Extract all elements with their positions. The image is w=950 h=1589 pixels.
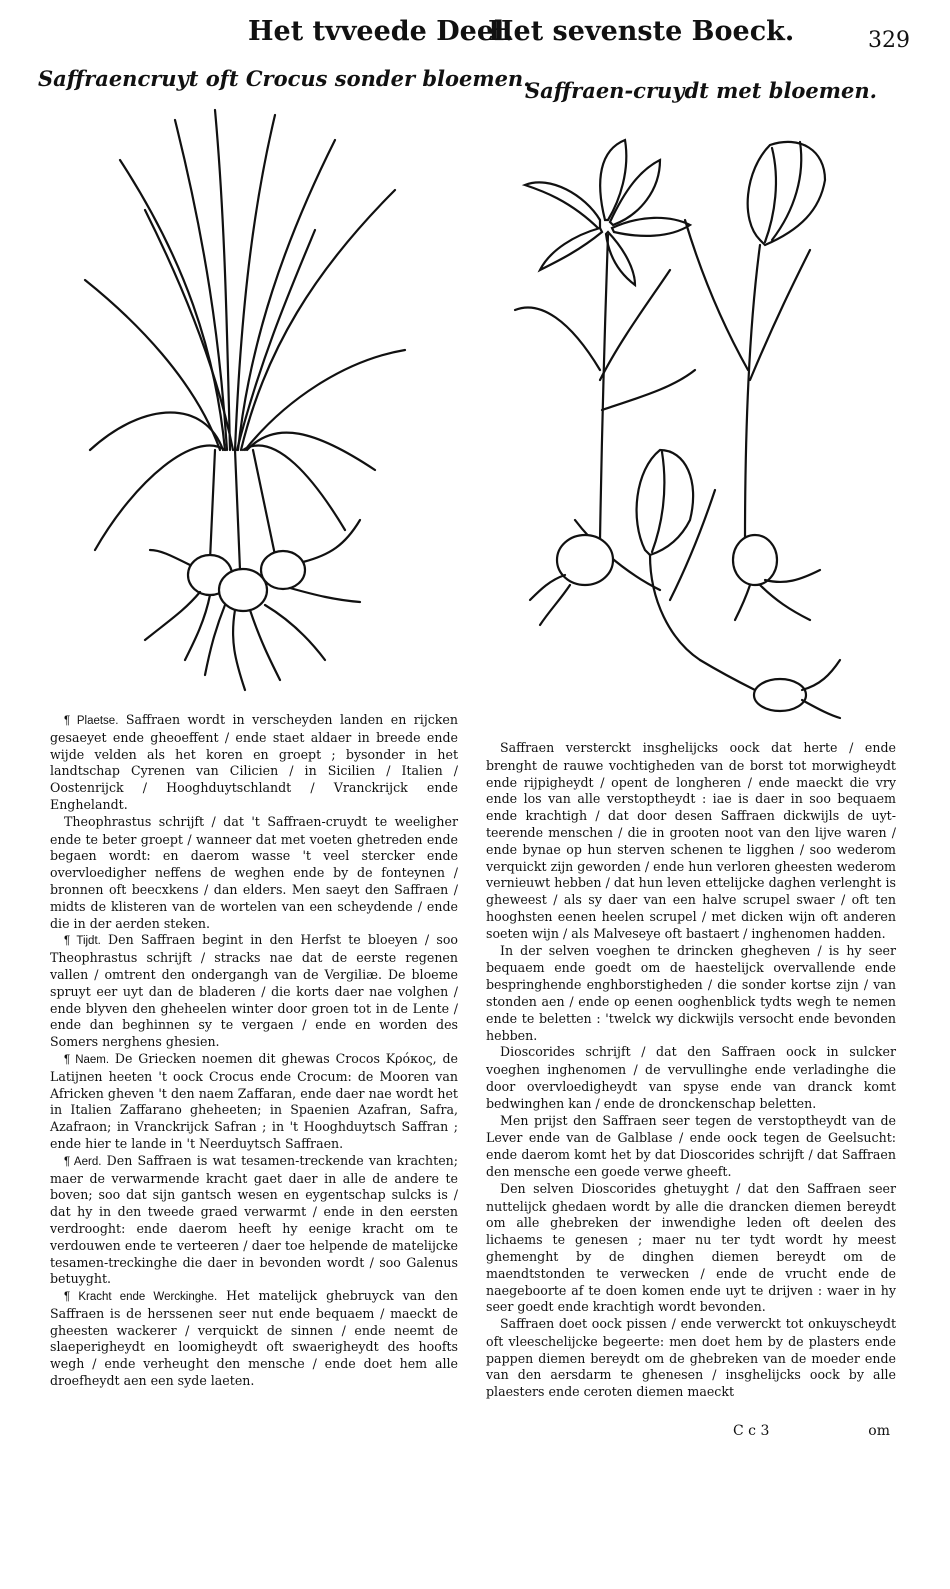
paragraph-plaetse (50, 712, 458, 814)
paragraph-pissen (486, 1316, 896, 1401)
section-label: ¶ Aerd. (64, 1155, 102, 1168)
section-label: ¶ Plaetse. (64, 715, 119, 727)
section-label: ¶ Kracht ende Werckinghe. (64, 1291, 218, 1304)
paragraph-text: Den Saffraen begint in den Herfst te bloeyen / soo Theophrastus schrijft / stracks nae dat de eerste regenen vallen / omtrent den ondergangh van de Vergiliæ. De bloeme spruyt eer uyt dan de bladeren / die korts daer nae volghen / ende blyven den gheheelen winter door groen tot in de Lente / ende dan beghinnen sy te vergaen / ende en worden des Somers nerghens ghesien. (50, 932, 458, 1050)
paragraph-text: Het matelijck ghebruyck van den Saffraen is de herssenen seer nut ende bequaem / maeckt de gheesten wackerer / verquickt de sinnen / ende neemt de slaeperigheydt en loomigheydt oft swaerigheydt des hoofts wegh / ende verheught den mensche / ende doet hem alle droefheydt aen een syde laeten. (50, 1288, 458, 1389)
paragraph-text: De Griecken noemen dit ghewas Crocos Κρόκος, de Latijnen heeten 't oock Crocus ende Crocum: de Mooren van Africken gheven 't den naem Zaffaran, ende daer nae wordt het in Italien Zaffarano gheheeten; in Spaenien Azafran, Safra, Azafraon; in Vranckrijck Safran ; in 't Hooghduytsch Saffran ; ende hier te lande in 't Neerduytsch Saffraen. (50, 1050, 458, 1151)
left-text-column (50, 712, 458, 1390)
paragraph-aerd (50, 1153, 458, 1288)
paragraph-text: Saffraen versterckt insghelijcks oock dat herte / ende brenght de rauwe vochtigheden van de borst tot morwigheydt ende rijpigheydt / opent de longheren / ende maeckt die vry ende los van alle verstoptheydt : iae is daer in soo bequaem ende krachtigh / dat door desen Saffraen dickwijls de uyt-teerende menschen / die in grooten noot van den lijve waren / ende bynae op hun sterven schenen te ligghen / soo wederom verquickt zijn geworden / ende hun verloren gheesten wederom vernieuwt hebben / dat hun leven ettelijcke daghen verlenght is gheweest / als sy daer van een halve scrupel swaer / oft ten hooghsten eenen heelen scrupel / met dicken wijn oft anderen soeten wijn / als Malveseye oft bastaert / inghenomen hadden. (486, 740, 896, 941)
paragraph-drincken (486, 943, 896, 1045)
paragraph-drancken (486, 1181, 896, 1316)
left-plant-title: Saffraencruyt oft Crocus sonder bloemen. (38, 66, 531, 91)
crocus-leaves-bulbs-illustration (75, 100, 415, 704)
paragraph-text: Theophrastus schrijft / dat 't Saffraen-cruydt te weeligher ende te beter groept / wanneer dat met voeten ghetreden ende begaen wordt: en daerom wasse 't veel stercker ende overvloedigher neffens de weghen ende by de fonteynen / bronnen oft beecxkens / dan elders. Men saeyt den Saffraen / midts de klisteren van de wortelen van een scheydende / ende die in der aerden steken. (50, 813, 458, 931)
paragraph-text: Saffraen wordt in verscheyden landen en rijcken gesaeyet ende gheoeffent / ende staet aldaer in breede ende wijde velden als het koren en groept ; bysonder in het landtschap Cyrenen van Cilicien / in Sicilien / Italien / Oostenrijck / Hooghduytschlandt / Vranckrijck ende Enghelandt. (50, 712, 458, 812)
paragraph-saffraen-herte (486, 740, 896, 943)
right-plant-title: Saffraen-cruydt met bloemen. (525, 78, 877, 103)
running-head-right: Het sevenste Boeck. (488, 16, 795, 47)
paragraph-theophrastus (50, 814, 458, 933)
paragraph-kracht (50, 1288, 458, 1390)
section-label: ¶ Naem. (64, 1053, 110, 1066)
paragraph-text: Den selven Dioscorides ghetuyght / dat den Saffraen seer nuttelijck ghedaen wordt by alle die drancken diemen bereydt om alle ghebreken der inwendighe leden oft deelen des lichaems te genesen ; maer nu ter tydt wordt hy meest ghemenght by de dinghen diemen bereydt om de maendtstonden te verwecken / ende de vrucht ende de naegeboorte af te doen komen ende uyt te drijven : waer in hy seer goedt ende krachtigh wordt bevonden. (486, 1180, 896, 1315)
paragraph-text: Dioscorides schrijft / dat den Saffraen oock in sulcker voeghen inghenomen / de vervullinghe ende verladinghe die door overvloedigheydt van spyse ende van dranck komt bedwinghen kan / ende de dronckenschap beletten. (486, 1044, 896, 1111)
paragraph-dioscorides (486, 1044, 896, 1112)
section-label: ¶ Tijdt. (64, 935, 101, 948)
paragraph-text: In der selven voeghen te drincken ghegheven / is hy seer bequaem ende goedt om de haestelijck overvallende ende bespringhende enghborstigheden / die sonder kortse zijn / van stonden aen / ende op eenen ooghenblick tydts wegh te nemen ende te beletten : 'twelck wy dickwijls versocht ende bevonden hebben. (486, 942, 896, 1043)
paragraph-lever (486, 1113, 896, 1181)
paragraph-text: Den Saffraen is wat tesamen-treckende van krachten; maer de verwarmende kracht gaet daer in alle de andere te boven; soo dat sijn gantsch wesen en eygentschap sulcks is / dat hy in den tweede graed verwarmt / ende in den eersten verdrooght: ende daerom heeft hy eenige kracht om te verdouwen ende te verteeren / daer toe helpende de matelijcke tesamen-treckinghe die daer in bevonden wordt / soo Galenus betuyght. (50, 1152, 458, 1287)
page-footer (733, 1423, 890, 1439)
paragraph-tijdt (50, 932, 458, 1051)
paragraph-naem (50, 1051, 458, 1153)
running-head-left: Het tvveede Deel. (248, 16, 514, 47)
crocus-flowers-bulbs-illustration (510, 120, 850, 724)
right-text-column (486, 740, 896, 1401)
signature-mark: C c 3 (733, 1423, 770, 1439)
catchword: om (868, 1423, 890, 1439)
paragraph-text: Saffraen doet oock pissen / ende verwerckt tot onkuyscheydt oft vleeschelijcke begeerte: men doet hem by de plasters ende pappen diemen bereydt om de ghebreken van de moeder ende van den aersdarm te ghenesen / insghelijcks oock by alle plaesters ende ceroten diemen maeckt (486, 1316, 896, 1400)
page-number: 329 (868, 28, 910, 53)
paragraph-text: Men prijst den Saffraen seer tegen de verstoptheydt van de Lever ende van de Galblase / ende oock tegen de Geelsucht: ende daerom komt het by dat Dioscorides schrijft / dat Saffraen den mensche een goede verwe gheeft. (486, 1112, 896, 1179)
